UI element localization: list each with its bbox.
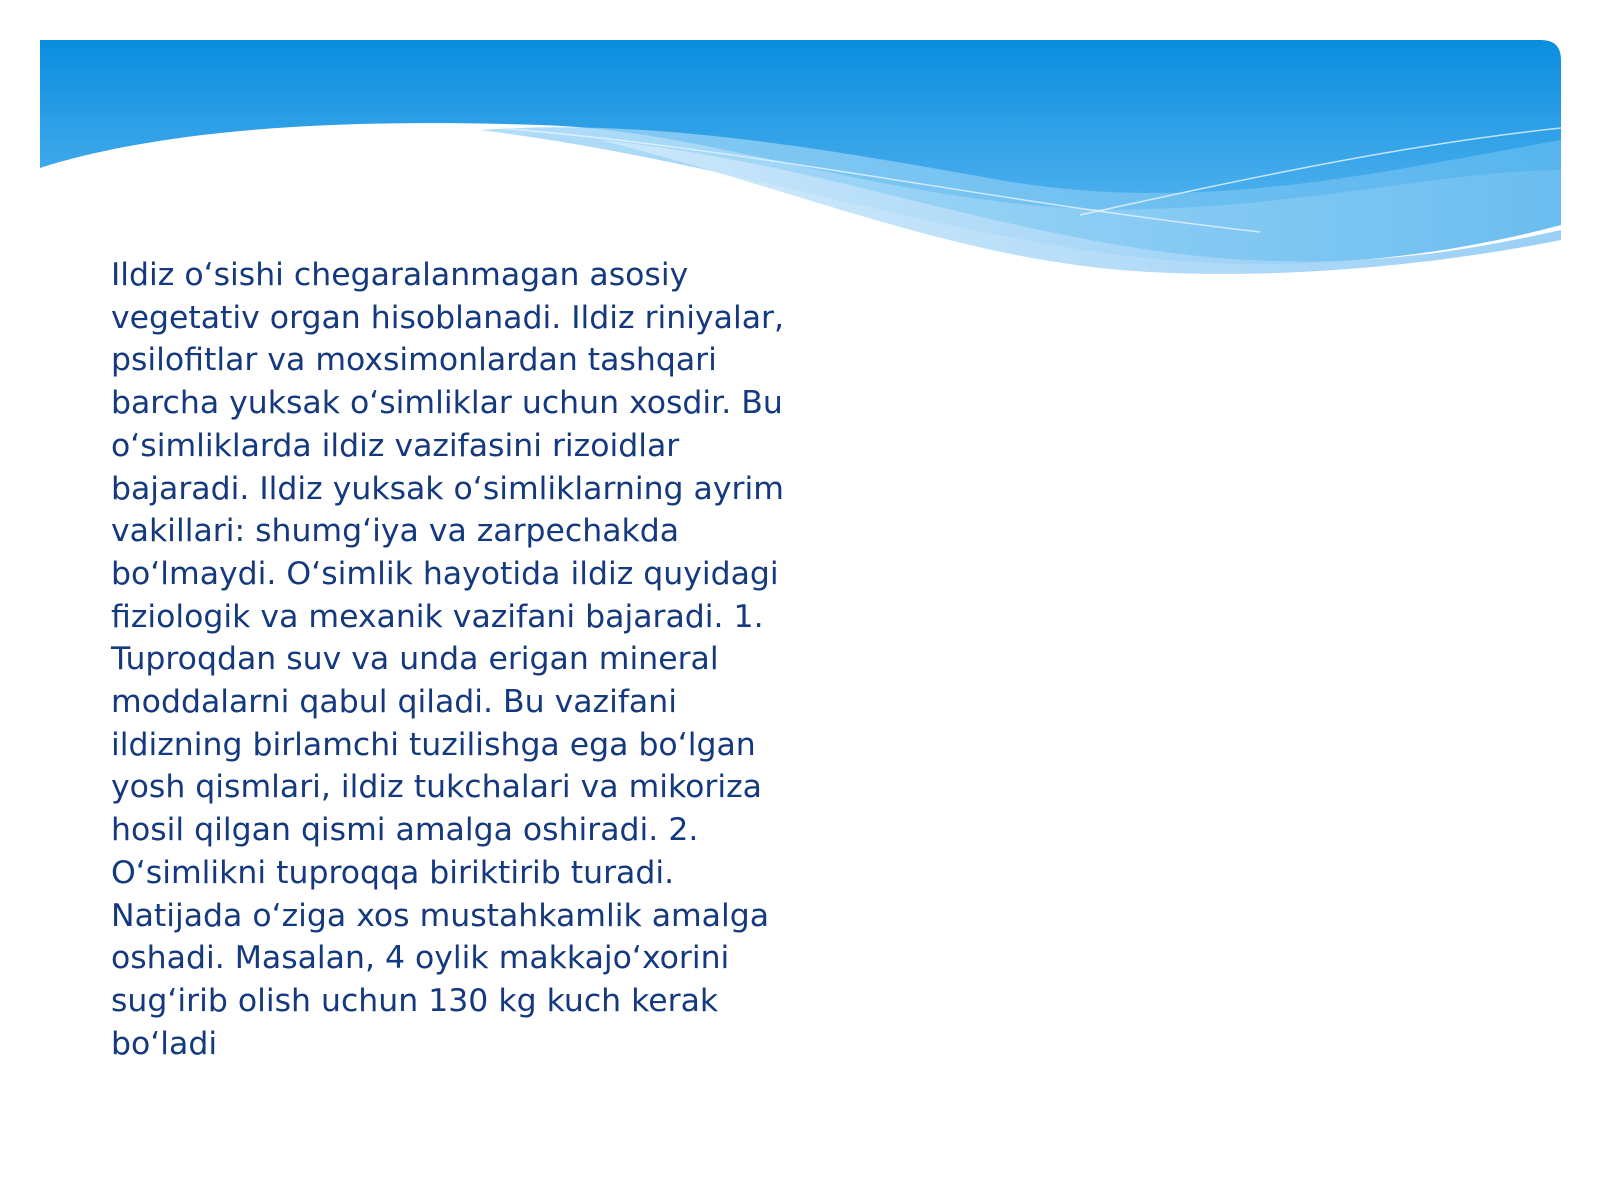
slide-body-text: Ildiz o‘sishi chegaralanmagan asosiy vegetativ organ hisoblanadi. Ildiz riniyalar, psilofitlar va moxsimonlardan tashqari barcha yuksak o‘simliklar uchun xosdir. Bu o‘simliklarda ildiz vazifasini rizoidlar bajaradi. Ildiz yuksak o‘simliklarning ayrim vakillari: shumg‘iya va zarpechakda bo‘lmaydi. O‘simlik hayotida ildiz quyidagi fiziologik va mexanik vazifani bajaradi. 1. Tuproqdan suv va unda erigan mineral moddalarni qabul qiladi. Bu vazifani ildizning birlamchi tuzilishga ega bo‘lgan yosh qismlari, ildiz tukchalari va mikoriza hosil qilgan qismi amalga oshiradi. 2. O‘simlikni tuproqqa biriktirib turadi. Natijada o‘ziga xos mustahkamlik amalga oshadi. Masalan, 4 oylik makkajo‘xorini sug‘irib olish uchun 130 kg kuch kerak bo‘ladi: [111, 257, 784, 1062]
